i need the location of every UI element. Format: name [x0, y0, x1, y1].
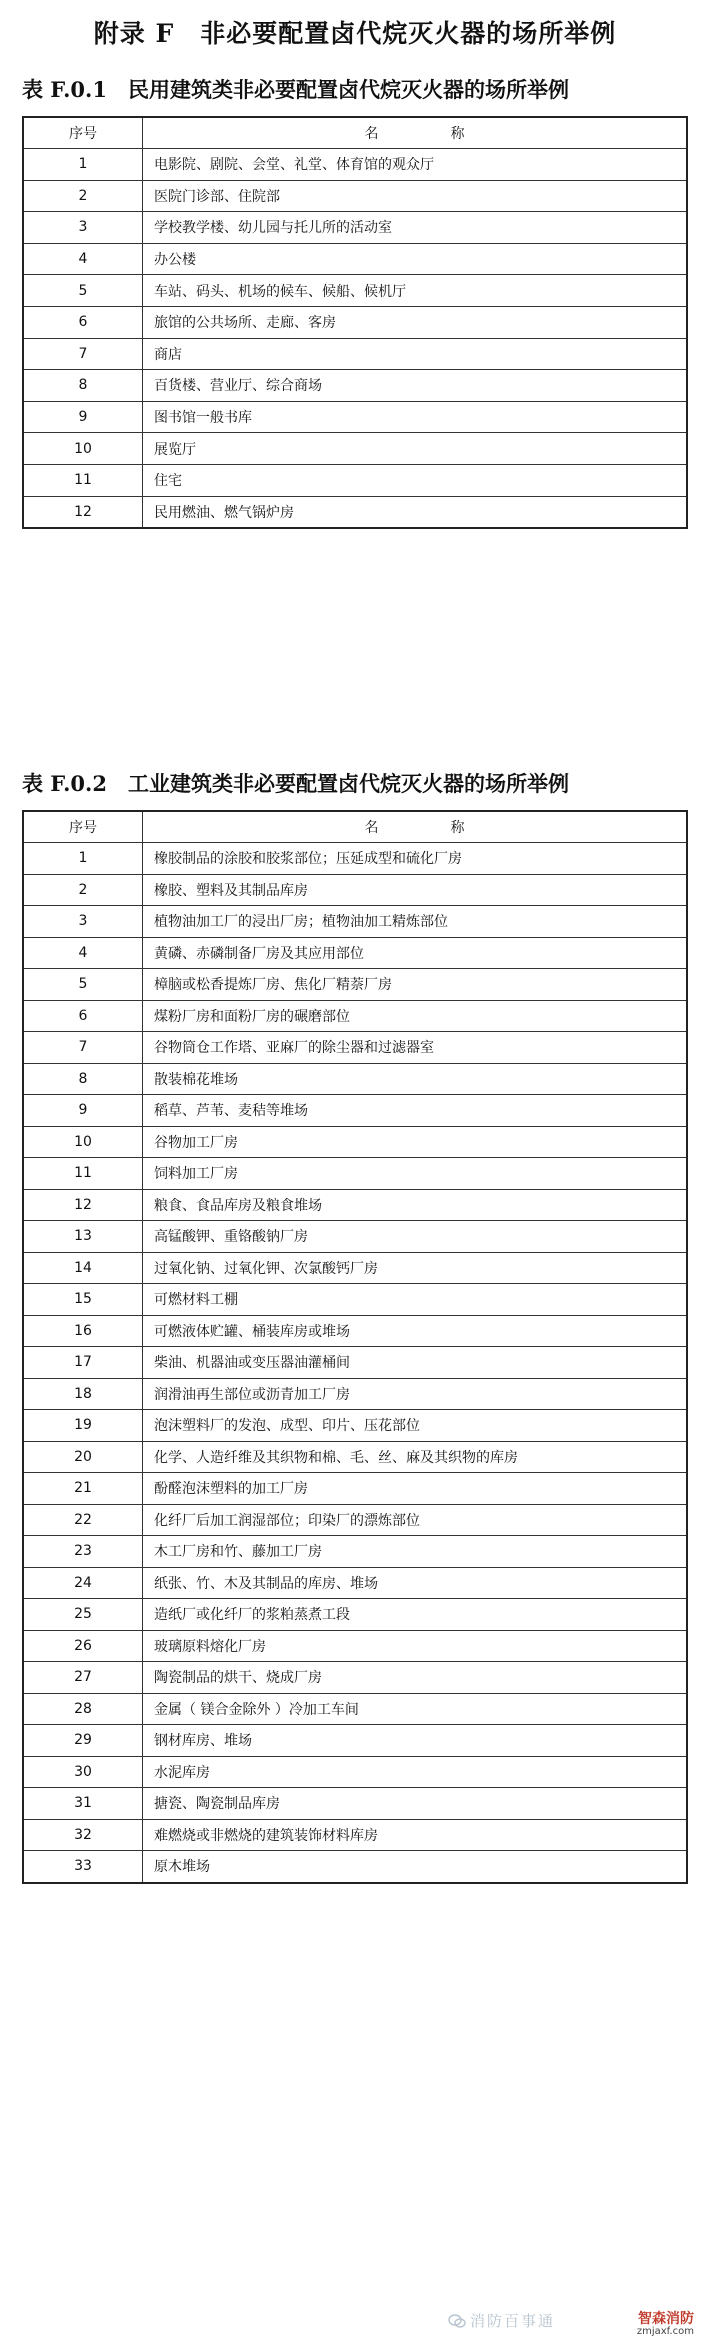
row-seq: 29 — [23, 1725, 143, 1757]
table-row — [23, 275, 687, 307]
table-row — [23, 1347, 687, 1379]
table-row — [23, 969, 687, 1001]
table-row — [23, 1095, 687, 1127]
table-row — [23, 1599, 687, 1631]
header-name-char-1: 名 — [364, 126, 379, 142]
row-name: 过氧化钠、过氧化钾、次氯酸钙厂房 — [143, 1252, 688, 1284]
row-name: 植物油加工厂的浸出厂房；植物油加工精炼部位 — [143, 906, 688, 938]
row-seq: 2 — [23, 874, 143, 906]
row-seq: 26 — [23, 1630, 143, 1662]
row-name: 化纤厂后加工润湿部位；印染厂的漂炼部位 — [143, 1504, 688, 1536]
table-row — [23, 1536, 687, 1568]
row-seq: 18 — [23, 1378, 143, 1410]
row-name: 医院门诊部、住院部 — [143, 180, 688, 212]
table-row — [23, 1441, 687, 1473]
row-seq: 3 — [23, 212, 143, 244]
row-name: 车站、码头、机场的候车、候船、候机厅 — [143, 275, 688, 307]
row-name: 玻璃原料熔化厂房 — [143, 1630, 688, 1662]
row-name: 图书馆一般书库 — [143, 401, 688, 433]
row-seq: 16 — [23, 1315, 143, 1347]
header-name-char-2: 称 — [450, 820, 465, 836]
row-name: 金属（ 镁合金除外 ）冷加工车间 — [143, 1693, 688, 1725]
industrial-buildings-table — [22, 810, 688, 1884]
watermark — [460, 2308, 700, 2344]
row-name: 饲料加工厂房 — [143, 1158, 688, 1190]
row-seq: 5 — [23, 275, 143, 307]
row-seq: 7 — [23, 1032, 143, 1064]
table-row — [23, 1756, 687, 1788]
row-name: 樟脑或松香提炼厂房、焦化厂精萘厂房 — [143, 969, 688, 1001]
row-seq: 8 — [23, 1063, 143, 1095]
row-seq: 7 — [23, 338, 143, 370]
row-seq: 32 — [23, 1819, 143, 1851]
table-row — [23, 433, 687, 465]
row-name: 谷物加工厂房 — [143, 1126, 688, 1158]
row-name: 黄磷、赤磷制备厂房及其应用部位 — [143, 937, 688, 969]
row-seq: 8 — [23, 370, 143, 402]
row-seq: 13 — [23, 1221, 143, 1253]
row-name: 住宅 — [143, 464, 688, 496]
table-row — [23, 1788, 687, 1820]
header-name-char-1: 名 — [364, 820, 379, 836]
civil-buildings-table — [22, 116, 688, 529]
table-row — [23, 1630, 687, 1662]
row-seq: 9 — [23, 401, 143, 433]
table-row — [23, 1504, 687, 1536]
row-seq: 6 — [23, 306, 143, 338]
table-row — [23, 937, 687, 969]
row-seq: 25 — [23, 1599, 143, 1631]
row-seq: 6 — [23, 1000, 143, 1032]
row-name: 粮食、食品库房及粮食堆场 — [143, 1189, 688, 1221]
table-row — [23, 1284, 687, 1316]
row-seq: 33 — [23, 1851, 143, 1883]
watermark-faded-text: 消防百事通 — [470, 2312, 556, 2330]
row-seq: 30 — [23, 1756, 143, 1788]
header-name — [143, 811, 688, 843]
row-name: 纸张、竹、木及其制品的库房、堆场 — [143, 1567, 688, 1599]
table-header-row — [23, 117, 687, 149]
row-name: 煤粉厂房和面粉厂房的碾磨部位 — [143, 1000, 688, 1032]
row-seq: 11 — [23, 464, 143, 496]
table-row — [23, 1693, 687, 1725]
watermark-url: zmjaxf.com — [636, 2326, 694, 2337]
row-name: 可燃液体贮罐、桶装库房或堆场 — [143, 1315, 688, 1347]
row-seq: 15 — [23, 1284, 143, 1316]
table-row — [23, 338, 687, 370]
row-name: 可燃材料工棚 — [143, 1284, 688, 1316]
wechat-icon — [448, 2314, 466, 2328]
table-row — [23, 149, 687, 181]
table-row — [23, 906, 687, 938]
row-name: 橡胶、塑料及其制品库房 — [143, 874, 688, 906]
row-name: 木工厂房和竹、藤加工厂房 — [143, 1536, 688, 1568]
table-row — [23, 1851, 687, 1883]
row-name: 水泥库房 — [143, 1756, 688, 1788]
row-name: 稻草、芦苇、麦秸等堆场 — [143, 1095, 688, 1127]
row-seq: 19 — [23, 1410, 143, 1442]
row-name: 泡沫塑料厂的发泡、成型、印片、压花部位 — [143, 1410, 688, 1442]
row-name: 润滑油再生部位或沥青加工厂房 — [143, 1378, 688, 1410]
row-seq: 10 — [23, 1126, 143, 1158]
row-seq: 28 — [23, 1693, 143, 1725]
row-seq: 31 — [23, 1788, 143, 1820]
table-row — [23, 843, 687, 875]
row-name: 高锰酸钾、重铬酸钠厂房 — [143, 1221, 688, 1253]
table-row — [23, 1410, 687, 1442]
table-row — [23, 1063, 687, 1095]
table-row — [23, 1378, 687, 1410]
row-seq: 22 — [23, 1504, 143, 1536]
row-seq: 23 — [23, 1536, 143, 1568]
row-seq: 21 — [23, 1473, 143, 1505]
table-row — [23, 1221, 687, 1253]
row-name: 难燃烧或非燃烧的建筑装饰材料库房 — [143, 1819, 688, 1851]
row-name: 民用燃油、燃气锅炉房 — [143, 496, 688, 528]
row-seq: 27 — [23, 1662, 143, 1694]
row-name: 百货楼、营业厅、综合商场 — [143, 370, 688, 402]
row-seq: 9 — [23, 1095, 143, 1127]
header-seq: 序号 — [23, 811, 143, 843]
row-name: 橡胶制品的涂胶和胶浆部位；压延成型和硫化厂房 — [143, 843, 688, 875]
table-row — [23, 464, 687, 496]
row-name: 电影院、剧院、会堂、礼堂、体育馆的观众厅 — [143, 149, 688, 181]
table-row — [23, 401, 687, 433]
table-caption-civil: 表 F.0.1 民用建筑类非必要配置卤代烷灭火器的场所举例 — [22, 77, 569, 102]
row-name: 旅馆的公共场所、走廊、客房 — [143, 306, 688, 338]
row-seq: 1 — [23, 149, 143, 181]
row-name: 展览厅 — [143, 433, 688, 465]
table-row — [23, 1252, 687, 1284]
row-name: 柴油、机器油或变压器油灌桶间 — [143, 1347, 688, 1379]
table-row — [23, 1662, 687, 1694]
table-row — [23, 180, 687, 212]
row-seq: 3 — [23, 906, 143, 938]
table-header-row — [23, 811, 687, 843]
row-seq: 4 — [23, 243, 143, 275]
watermark-brand: 智森消防 — [638, 2311, 694, 2327]
row-seq: 12 — [23, 496, 143, 528]
page-title: 附录 F 非必要配置卤代烷灭火器的场所举例 — [93, 19, 617, 48]
table-row — [23, 1567, 687, 1599]
row-seq: 2 — [23, 180, 143, 212]
row-name: 学校教学楼、幼儿园与托儿所的活动室 — [143, 212, 688, 244]
table-row — [23, 370, 687, 402]
row-seq: 1 — [23, 843, 143, 875]
row-name: 酚醛泡沫塑料的加工厂房 — [143, 1473, 688, 1505]
row-name: 陶瓷制品的烘干、烧成厂房 — [143, 1662, 688, 1694]
row-seq: 17 — [23, 1347, 143, 1379]
table-row — [23, 212, 687, 244]
row-name: 办公楼 — [143, 243, 688, 275]
row-name: 钢材库房、堆场 — [143, 1725, 688, 1757]
header-name-char-2: 称 — [450, 126, 465, 142]
row-seq: 14 — [23, 1252, 143, 1284]
row-seq: 5 — [23, 969, 143, 1001]
header-seq: 序号 — [23, 117, 143, 149]
table-caption-industrial: 表 F.0.2 工业建筑类非必要配置卤代烷灭火器的场所举例 — [22, 771, 569, 796]
table-row — [23, 243, 687, 275]
row-name: 散装棉花堆场 — [143, 1063, 688, 1095]
row-seq: 12 — [23, 1189, 143, 1221]
row-seq: 4 — [23, 937, 143, 969]
row-name: 谷物筒仓工作塔、亚麻厂的除尘器和过滤器室 — [143, 1032, 688, 1064]
table-row — [23, 874, 687, 906]
row-name: 造纸厂或化纤厂的浆粕蒸煮工段 — [143, 1599, 688, 1631]
table-row — [23, 306, 687, 338]
table-row — [23, 1158, 687, 1190]
row-name: 商店 — [143, 338, 688, 370]
table-row — [23, 1315, 687, 1347]
table-row — [23, 1000, 687, 1032]
table-row — [23, 1126, 687, 1158]
row-seq: 20 — [23, 1441, 143, 1473]
header-name — [143, 117, 688, 149]
row-seq: 24 — [23, 1567, 143, 1599]
table-row — [23, 496, 687, 528]
table-row — [23, 1032, 687, 1064]
table-row — [23, 1819, 687, 1851]
table-row — [23, 1473, 687, 1505]
row-name: 原木堆场 — [143, 1851, 688, 1883]
row-name: 化学、人造纤维及其织物和棉、毛、丝、麻及其织物的库房 — [143, 1441, 688, 1473]
row-seq: 10 — [23, 433, 143, 465]
row-seq: 11 — [23, 1158, 143, 1190]
table-row — [23, 1725, 687, 1757]
row-name: 搪瓷、陶瓷制品库房 — [143, 1788, 688, 1820]
table-row — [23, 1189, 687, 1221]
